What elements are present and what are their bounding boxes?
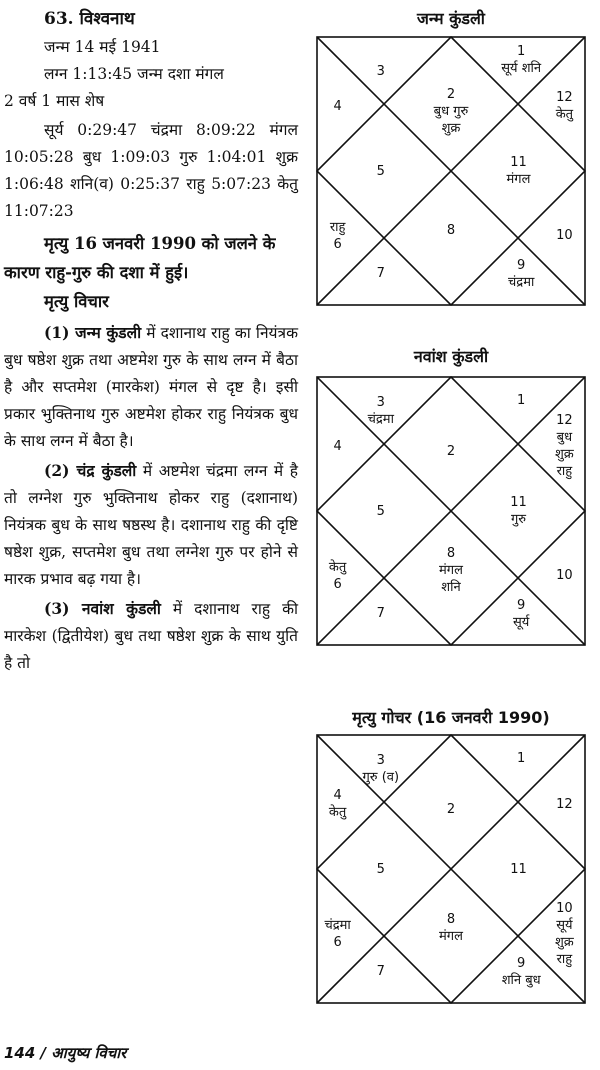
house-7: 7 (376, 266, 385, 282)
house-7: 7 (376, 606, 385, 622)
gochar-chart-title: मृत्यु गोचर (16 जनवरी 1990) (352, 708, 550, 727)
house-2: 2 बुध गुरु शुक्र (433, 87, 469, 137)
house-1: 1 (517, 392, 526, 408)
house-6: चंद्रमा 6 (324, 917, 351, 950)
house-1: 1 सूर्य शनि (501, 44, 542, 77)
house-5: 5 (376, 163, 385, 179)
house-8: 8 मंगल (439, 912, 463, 945)
house-5: 5 (376, 503, 385, 519)
janma-kundli-chart (316, 36, 586, 306)
house-10: 10 (556, 228, 573, 244)
page-footer: 144 / आयुष्य विचार (4, 1044, 127, 1062)
house-6: राहु 6 (329, 219, 346, 252)
house-3: 3 गुरु (व) (362, 753, 400, 786)
house-12: 12 बुध शुक्र राहु (554, 413, 574, 480)
house-2: 2 (446, 444, 456, 460)
analysis-paragraph-3 (4, 595, 298, 677)
analysis-paragraph-2 (4, 457, 298, 593)
house-9: 9 शनि बुध (501, 955, 541, 988)
house-10: 10 सूर्य शुक्र राहु (554, 900, 574, 967)
house-8: 8 मंगल शनि (439, 545, 463, 595)
house-8: 8 (446, 222, 456, 238)
lagna-line: लग्न 1:13:45 जन्म दशा मंगल (44, 65, 224, 83)
paragraph-2-label: (2) चंद्र कुंडली (44, 461, 137, 480)
house-4: 4 केतु (328, 788, 347, 821)
house-6: केतु 6 (328, 559, 347, 592)
paragraph-3-text: में दशानाथ राहु की मारकेश (द्वितीयेश) बुध तथा षष्ठेश शुक्र के साथ युति है तो (4, 600, 298, 672)
house-5: 5 (376, 861, 385, 877)
house-3: 3 (376, 63, 385, 79)
house-11: 11 (510, 861, 527, 877)
text-column (4, 4, 298, 677)
birth-date: जन्म 14 मई 1941 (44, 38, 161, 56)
entry-title: 63. विश्वनाथ (44, 9, 135, 29)
paragraph-2-text: में अष्टमेश चंद्रमा लग्न में है तो लग्नेश गुरु भुक्तिनाथ होकर राहु (दशानाथ) नियंत्रक बुध के साथ षष्ठस्थ है। दशानाथ राहु की दृष्टि षष्ठेश शुक्र, सप्तमेश बुध तथा लग्नेश गुरु पर होने से मारक प्रभाव बढ़ गया है। (4, 462, 298, 588)
house-1: 1 (517, 750, 526, 766)
death-analysis-heading: मृत्यु विचार (44, 292, 109, 311)
paragraph-1-text: में दशानाथ राहु का नियंत्रक बुध षष्ठेश शुक्र तथा अष्टमेश गुरु के साथ लग्न में बैठा है और सप्तमेश (मारकेश) मंगल से दृष्ट है। इसी प्रकार भुक्तिनाथ गुरु अष्टमेश होकर राहु नियंत्रक बुध के साथ लग्न में बैठा है। (4, 324, 298, 450)
house-9: 9 सूर्य (513, 597, 530, 630)
death-summary: मृत्यु 16 जनवरी 1990 को जलने के कारण राहु-गुरु की दशा में हुई। (4, 234, 276, 282)
house-3: 3 चंद्रमा (367, 395, 394, 428)
navamsha-kundli-chart (316, 376, 586, 646)
house-10: 10 (556, 568, 573, 584)
analysis-paragraph-1 (4, 319, 298, 455)
janma-kundli-title: जन्म कुंडली (417, 9, 485, 28)
house-2: 2 (446, 802, 456, 818)
paragraph-3-label: (3) नवांश कुंडली (44, 599, 161, 618)
dasha-balance: 2 वर्ष 1 मास शेष (4, 92, 105, 110)
house-11: 11 गुरु (510, 495, 527, 527)
navamsha-kundli-title: नवांश कुंडली (413, 347, 489, 366)
house-12: 12 केतु (555, 90, 574, 123)
planet-positions: सूर्य 0:29:47 चंद्रमा 8:09:22 मंगल 10:05:28 बुध 1:09:03 गुरु 1:04:01 शुक्र 1:06:48 शनि(व) 0:25:37 राहु 5:07:23 केतु 11:07:23 (4, 121, 298, 220)
house-9: 9 चंद्रमा (508, 257, 535, 290)
paragraph-1-label: (1) जन्म कुंडली (44, 323, 142, 342)
house-4: 4 (333, 98, 342, 114)
house-7: 7 (376, 964, 385, 980)
death-transit-chart (316, 734, 586, 1004)
house-12: 12 (556, 796, 573, 812)
house-4: 4 (333, 438, 342, 454)
house-11: 11 मंगल (506, 155, 531, 187)
